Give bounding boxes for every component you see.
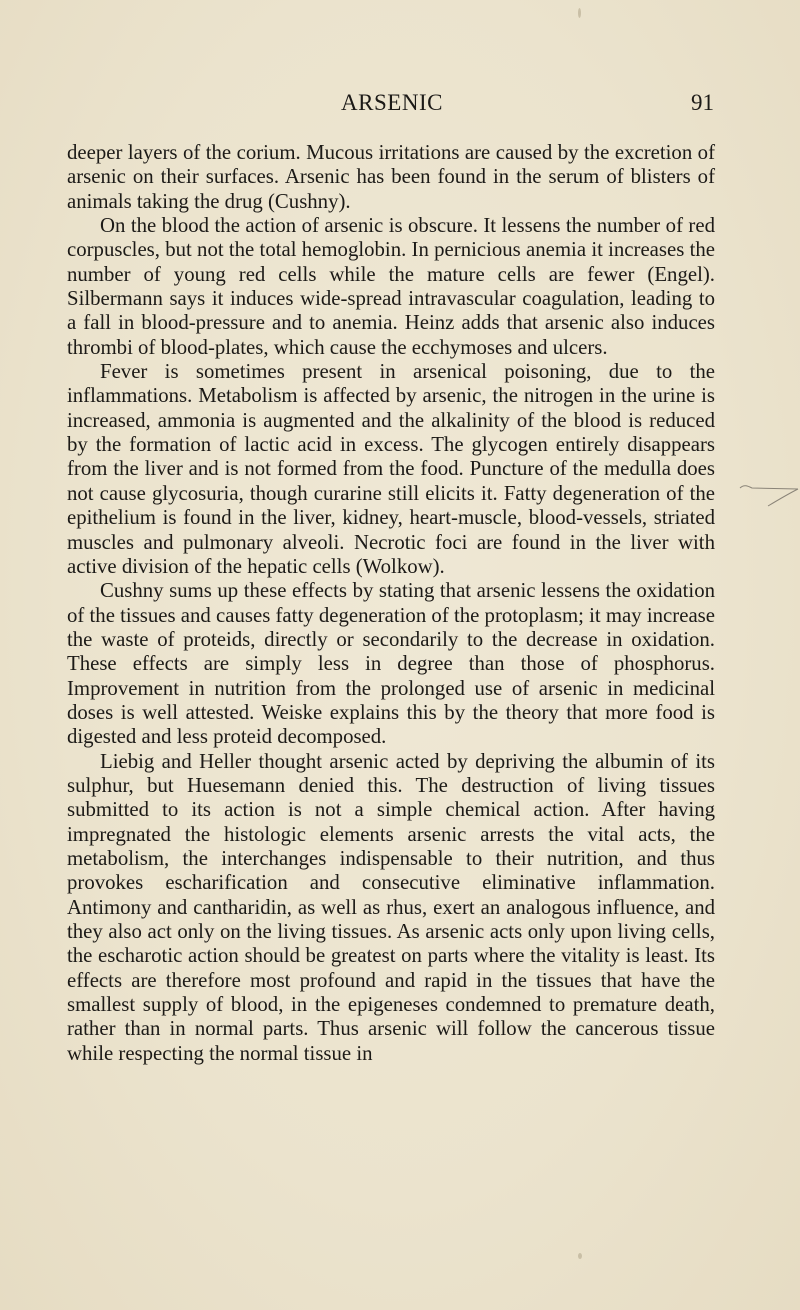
page-header: [70, 90, 714, 120]
page-number: 91: [691, 90, 714, 115]
paragraph-5: Liebig and Heller thought arsenic acted by depriving the albumin of its sulphur, but Huesemann denied this. The destruction of living tissues submitted to its action is not a simple chemical action. After having impregnated the histologic elements arsenic arrests the vital acts, the metabolism, the interchanges indispensable to their nutrition, and thus provokes escharification and consecutive eliminative inflammation. Antimony and cantharidin, as well as rhus, exert an analogous influence, and they also act only on the living tissues. As arsenic acts only upon living cells, the escharotic action should be greatest on parts where the vitality is least. Its effects are therefore most profound and rapid in the tissues that have the smallest supply of blood, in the epigeneses condemned to premature death, rather than in normal parts. Thus arsenic will follow the cancerous tissue while respecting the normal tissue in: [67, 749, 715, 1065]
paper-speck: [578, 1253, 582, 1259]
body-text: [67, 141, 715, 1066]
paper-speck: [578, 8, 581, 18]
paragraph-1: deeper layers of the corium. Mucous irritations are caused by the excretion of arsenic on their surfaces. Arsenic has been found in the serum of blisters of animals taking the drug (Cushny).: [67, 141, 715, 213]
margin-pencil-mark: [738, 480, 800, 510]
running-title: ARSENIC: [341, 90, 443, 115]
paragraph-2: On the blood the action of arsenic is obscure. It lessens the number of red corpuscles, but not the total hemoglobin. In pernicious anemia it increases the number of young red cells while the mature cells are fewer (Engel). Silbermann says it induces wide-spread intravascular coagulation, leading to a fall in blood-pressure and to anemia. Heinz adds that arsenic also induces thrombi of blood-plates, which cause the ecchymoses and ulcers.: [67, 214, 715, 359]
paragraph-4: Cushny sums up these effects by stating that arsenic lessens the oxidation of the tissues and causes fatty degeneration of the protoplasm; it may increase the waste of proteids, directly or secondarily to the decrease in oxidation. These effects are simply less in degree than those of phosphorus. Improvement in nutrition from the prolonged use of arsenic in medicinal doses is well attested. Weiske explains this by the theory that more food is digested and less proteid decomposed.: [67, 579, 715, 749]
paragraph-3: Fever is sometimes present in arsenical poisoning, due to the inflammations. Metabolism is affected by arsenic, the nitrogen in the urine is increased, ammonia is augmented and the alkalinity of the blood is reduced by the formation of lactic acid in excess. The glycogen entirely disappears from the liver and is not formed from the food. Puncture of the medulla does not cause glycosuria, though curarine still elicits it. Fatty degeneration of the epithelium is found in the liver, kidney, heart-muscle, blood-vessels, striated muscles and pulmonary alveoli. Necrotic foci are found in the liver with active division of the hepatic cells (Wolkow).: [67, 360, 715, 578]
